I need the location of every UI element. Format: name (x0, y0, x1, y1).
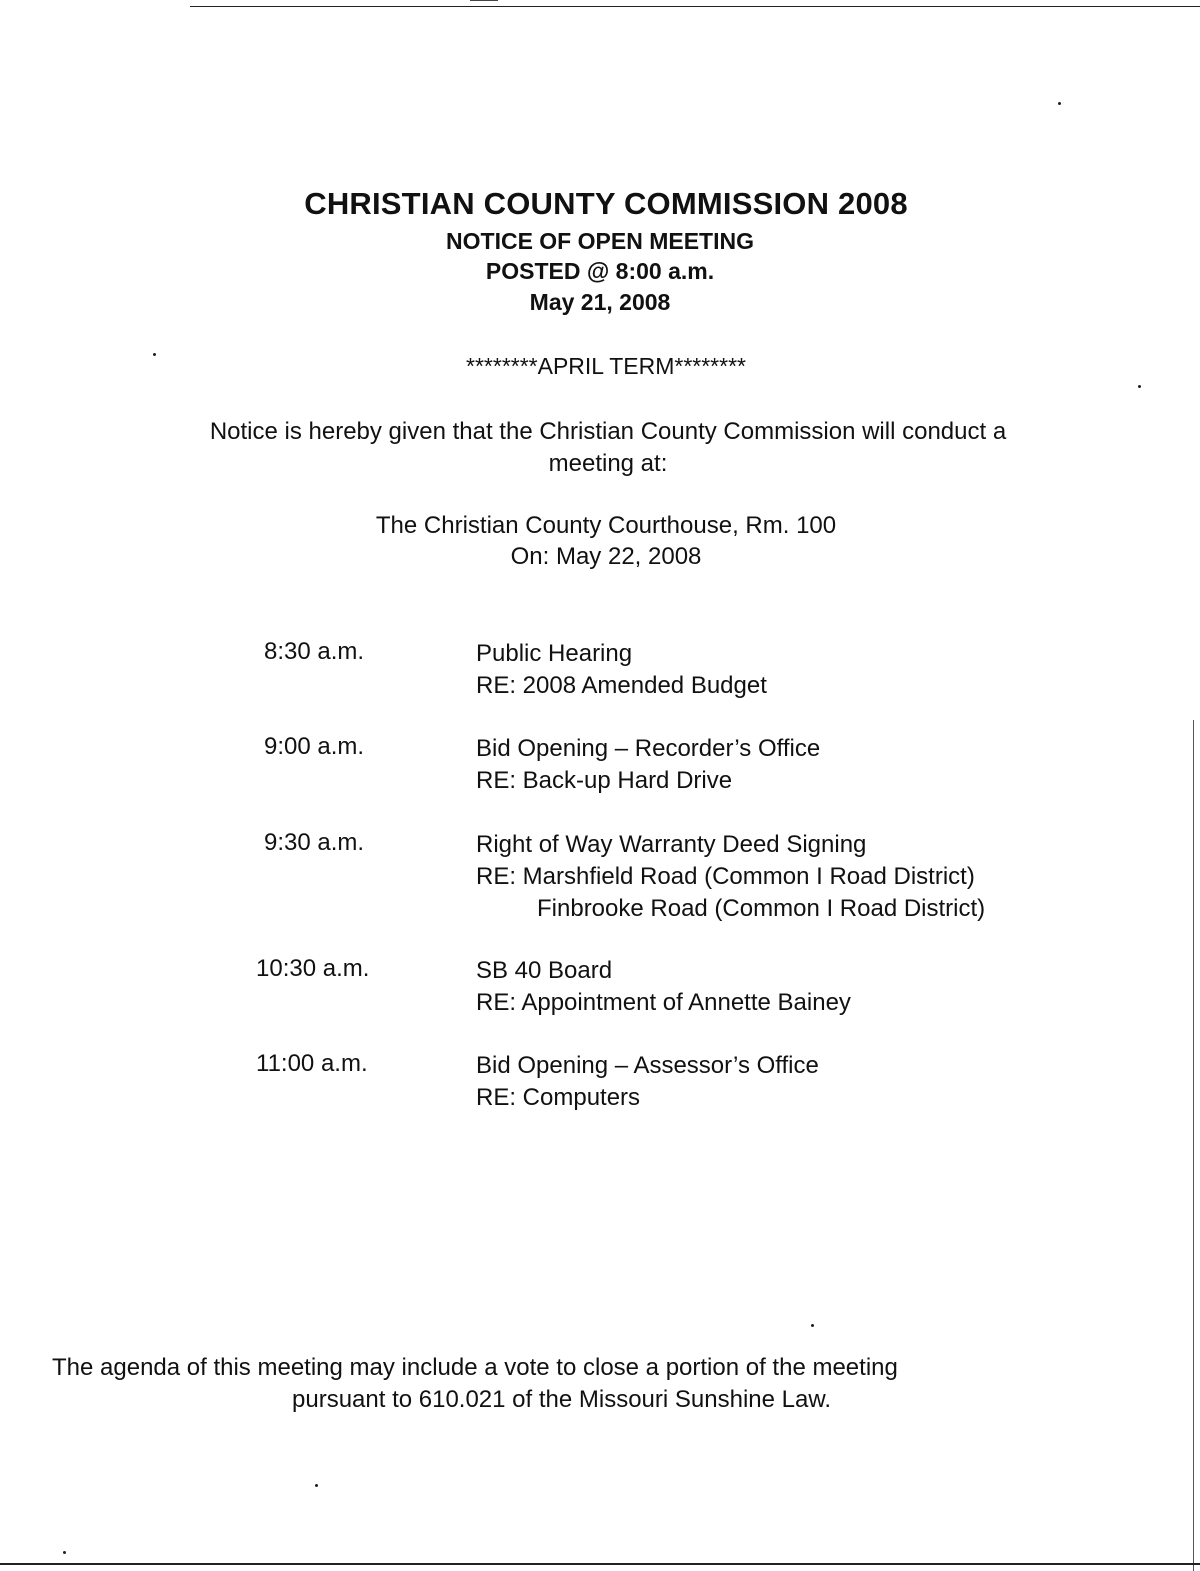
scan-speck (811, 1324, 814, 1327)
agenda-time: 9:30 a.m. (264, 829, 365, 856)
agenda-description (476, 733, 820, 797)
agenda-line: Right of Way Warranty Deed Signing (476, 831, 867, 858)
footer-text-line1: The agenda of this meeting may include a vote to close a portion of the meeting (52, 1354, 898, 1381)
scan-mark-top (470, 0, 498, 1)
scan-border-top (190, 6, 1200, 7)
agenda-description (476, 1050, 819, 1114)
scan-border-bottom (0, 1563, 1200, 1565)
scan-speck (1138, 385, 1141, 388)
agenda-description (476, 638, 767, 702)
scan-border-right (1193, 720, 1194, 1571)
posted-time: POSTED @ 8:00 a.m. (485, 258, 715, 284)
agenda-line: SB 40 Board (476, 957, 613, 984)
agenda-time: 11:00 a.m. (256, 1050, 368, 1077)
notice-text-line1: Notice is hereby given that the Christian County Commission will conduct a (209, 418, 1007, 445)
agenda-line: Public Hearing (476, 640, 633, 667)
agenda-line: RE: 2008 Amended Budget (476, 672, 767, 699)
agenda-line: RE: Computers (476, 1084, 641, 1111)
scan-speck (315, 1484, 318, 1487)
agenda-line: RE: Marshfield Road (Common I Road District) (476, 863, 975, 890)
notice-type: NOTICE OF OPEN MEETING (446, 228, 754, 254)
agenda-line: Bid Opening – Assessor’s Office (476, 1052, 819, 1079)
agenda-description (476, 829, 985, 925)
agenda-description (476, 955, 851, 1019)
term-label: ********APRIL TERM******** (466, 353, 746, 379)
agenda-line: RE: Back-up Hard Drive (476, 767, 733, 794)
agenda-line: Finbrooke Road (Common I Road District) (537, 895, 986, 922)
meeting-location: The Christian County Courthouse, Rm. 100 (375, 512, 837, 539)
agenda-line: RE: Appointment of Annette Bainey (476, 989, 851, 1016)
agenda-line: Bid Opening – Recorder’s Office (476, 735, 821, 762)
notice-text-line2: meeting at: (548, 450, 668, 477)
document-title: CHRISTIAN COUNTY COMMISSION 2008 (304, 186, 908, 221)
agenda-time: 8:30 a.m. (264, 638, 365, 665)
scan-speck (1058, 102, 1061, 105)
scan-speck (63, 1551, 66, 1554)
meeting-date: On: May 22, 2008 (510, 543, 702, 570)
agenda-time: 10:30 a.m. (256, 955, 370, 982)
agenda-time: 9:00 a.m. (264, 733, 365, 760)
posted-date: May 21, 2008 (529, 289, 671, 315)
footer-text-line2: pursuant to 610.021 of the Missouri Sunshine Law. (292, 1386, 832, 1413)
